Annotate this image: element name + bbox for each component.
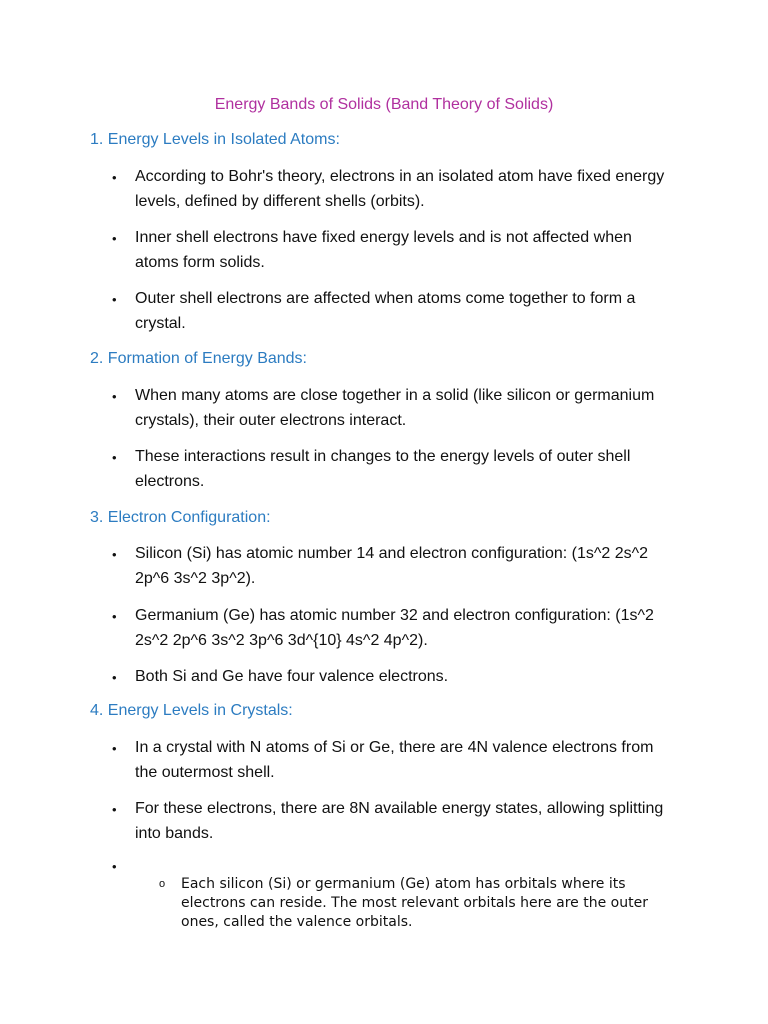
bullet-marker: • — [112, 450, 117, 465]
sub-list-item: Each silicon (Si) or germanium (Ge) atom has orbitals where its electrons can reside. The most relevant orbitals here are the outer ones, called the valence orbitals. — [181, 876, 648, 930]
list-item: Outer shell electrons are affected when atoms come together to form a crystal. — [135, 290, 636, 332]
document-title: Energy Bands of Solids (Band Theory of Solids) — [214, 96, 554, 113]
bullet-marker: • — [112, 547, 117, 562]
list-item: These interactions result in changes to the energy levels of outer shell electrons. — [135, 448, 631, 490]
list-item: Silicon (Si) has atomic number 14 and electron configuration: (1s^2 2s^2 2p^6 3s^2 3p^2). — [135, 545, 649, 587]
bullet-marker: • — [112, 389, 117, 404]
bullet-marker: • — [112, 670, 117, 685]
bullet-marker: • — [112, 292, 117, 307]
list-item: According to Bohr's theory, electrons in an isolated atom have fixed energy levels, defined by different shells (orbits). — [135, 168, 665, 210]
list-item: Both Si and Ge have four valence electrons. — [135, 668, 449, 685]
sub-bullet-marker: o — [159, 878, 166, 890]
bullet-marker: • — [112, 802, 117, 817]
bullet-marker: • — [112, 170, 117, 185]
list-item: For these electrons, there are 8N available energy states, allowing splitting into bands. — [135, 800, 664, 842]
section-heading-electron-configuration: 3. Electron Configuration: — [90, 509, 271, 526]
bullet-marker: • — [112, 609, 117, 624]
section-heading-isolated-atoms: 1. Energy Levels in Isolated Atoms: — [90, 131, 340, 148]
bullet-marker: • — [112, 741, 117, 756]
list-item: Inner shell electrons have fixed energy levels and is not affected when atoms form solids. — [135, 229, 632, 271]
list-item: Germanium (Ge) has atomic number 32 and electron configuration: (1s^2 2s^2 2p^6 3s^2 3p^6 3d^{10} 4s^2 4p^2). — [135, 607, 654, 649]
list-item: In a crystal with N atoms of Si or Ge, there are 4N valence electrons from the outermost shell. — [135, 739, 654, 781]
section-heading-formation-of-bands: 2. Formation of Energy Bands: — [90, 350, 307, 367]
bullet-marker: • — [112, 231, 117, 246]
bullet-marker: • — [112, 859, 117, 874]
list-item: When many atoms are close together in a solid (like silicon or germanium crystals), their outer electrons interact. — [135, 387, 655, 429]
section-heading-energy-levels-in-crystals: 4. Energy Levels in Crystals: — [90, 702, 293, 719]
